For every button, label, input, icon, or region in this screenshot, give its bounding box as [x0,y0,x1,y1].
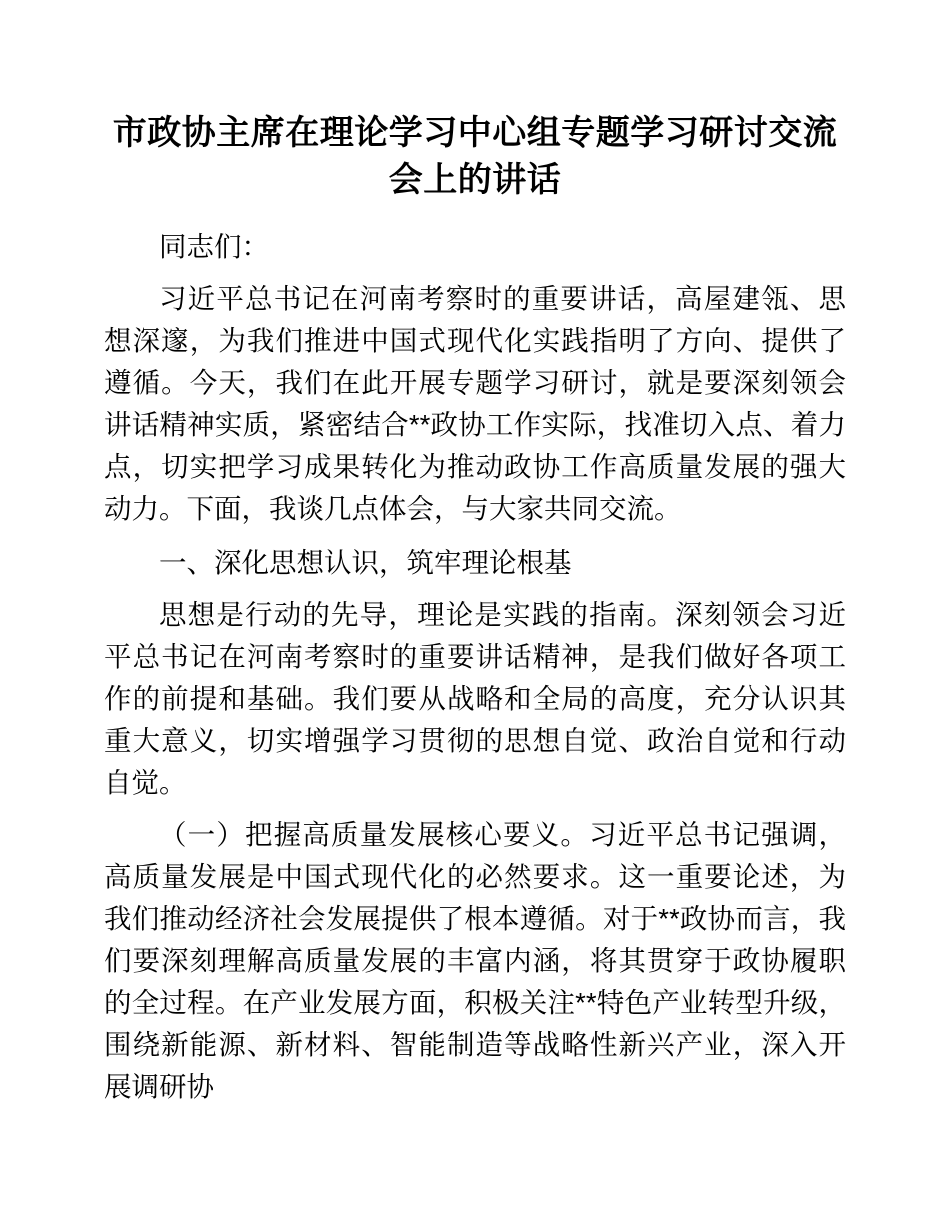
paragraph-subsection-one: （一）把握高质量发展核心要义。习近平总书记强调，高质量发展是中国式现代化的必然要求。这一重要论述，为我们推动经济社会发展提供了根本遵循。对于**政协而言，我们要深刻理解高质量发展的丰富内涵，将其贯穿于政协履职的全过程。在产业发展方面，积极关注**特色产业转型升级，围绕新能源、新材料、智能制造等战略性新兴产业，深入开展调研协 [104,819,846,1102]
page-title: 市政协主席在理论学习中心组专题学习研讨交流会上的讲话 [112,114,838,199]
paragraph-opening: 习近平总书记在河南考察时的重要讲话，高屋建瓴、思想深邃，为我们推进中国式现代化实践指明了方向、提供了遵循。今天，我们在此开展专题学习研讨，就是要深刻领会讲话精神实质，紧密结合**政协工作实际，找准切入点、着力点，切实把学习成果转化为推动政协工作高质量发展的强大动力。下面，我谈几点体会，与大家共同交流。 [104,283,846,524]
salutation: 同志们： [159,231,269,262]
paragraph-section-one-intro: 思想是行动的先导，理论是实践的指南。深刻领会习近平总书记在河南考察时的重要讲话精神，是我们做好各项工作的前提和基础。我们要从战略和全局的高度，充分认识其重大意义，切实增强学习贯彻的思想自觉、政治自觉和行动自觉。 [104,599,846,798]
section-heading-one: 一、深化思想认识，筑牢理论根基 [159,547,572,578]
document-body [104,0,846,1108]
